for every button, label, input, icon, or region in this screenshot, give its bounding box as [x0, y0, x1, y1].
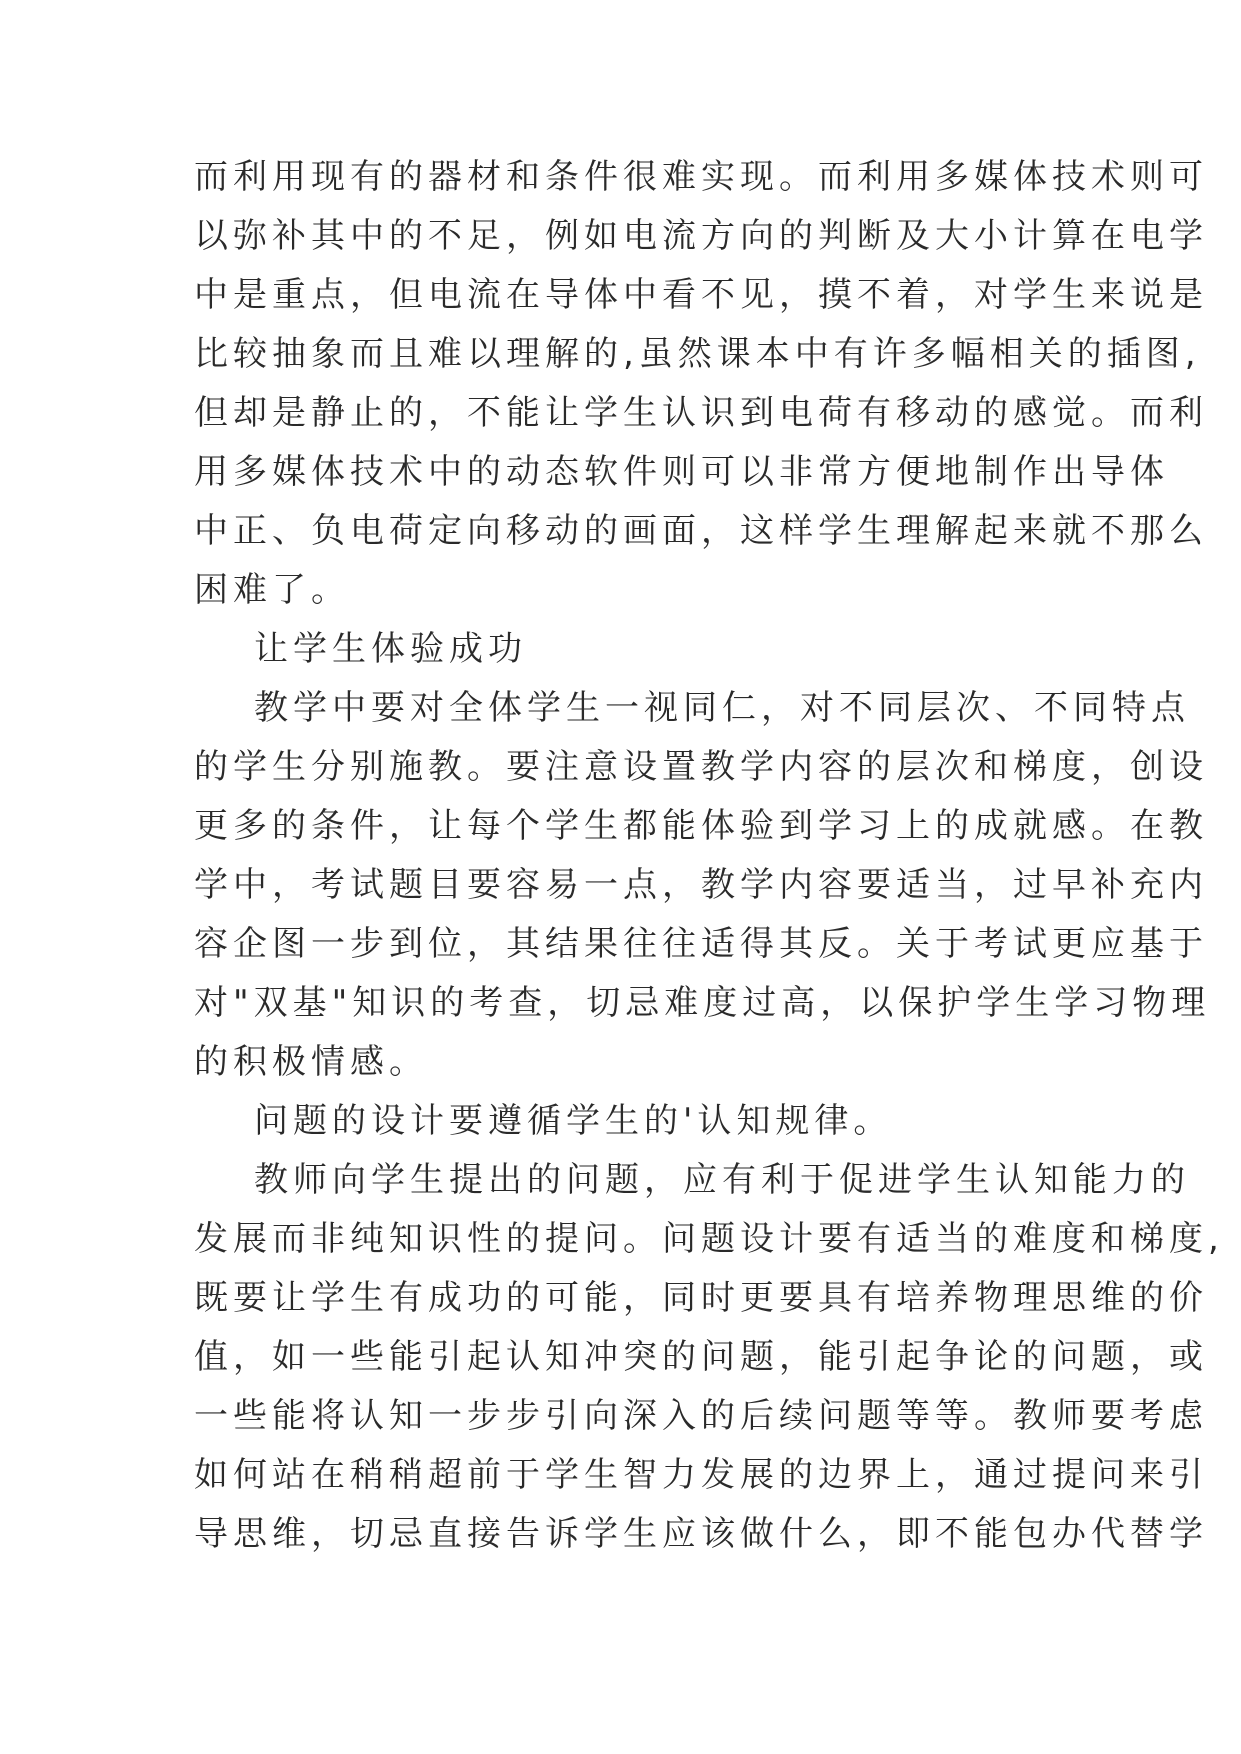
text-line: 的学生分别施教。要注意设置教学内容的层次和梯度，创设 — [194, 747, 1208, 787]
text-line: 容企图一步到位，其结果往往适得其反。关于考试更应基于 — [194, 924, 1208, 964]
text-line: 中是重点，但电流在导体中看不见，摸不着，对学生来说是 — [194, 275, 1208, 315]
text-line: 发展而非纯知识性的提问。问题设计要有适当的难度和梯度, — [194, 1219, 1224, 1259]
text-line: 对"双基"知识的考查，切忌难度过高，以保护学生学习物理 — [194, 983, 1211, 1023]
text-line: 而利用现有的器材和条件很难实现。而利用多媒体技术则可 — [194, 157, 1208, 197]
text-line: 的积极情感。 — [194, 1042, 428, 1082]
text-line: 值，如一些能引起认知冲突的问题，能引起争论的问题，或 — [194, 1337, 1208, 1377]
text-line: 一些能将认知一步步引向深入的后续问题等等。教师要考虑 — [194, 1396, 1208, 1436]
text-line: 教师向学生提出的问题，应有利于促进学生认知能力的 — [254, 1160, 1190, 1200]
text-line: 更多的条件，让每个学生都能体验到学习上的成就感。在教 — [194, 806, 1208, 846]
text-line: 学中，考试题目要容易一点，教学内容要适当，过早补充内 — [194, 865, 1208, 905]
text-line: 导思维，切忌直接告诉学生应该做什么，即不能包办代替学 — [194, 1514, 1208, 1554]
text-line: 既要让学生有成功的可能，同时更要具有培养物理思维的价 — [194, 1278, 1208, 1318]
body-text — [194, 148, 1224, 1564]
text-line: 用多媒体技术中的动态软件则可以非常方便地制作出导体 — [194, 452, 1169, 492]
text-line: 但却是静止的，不能让学生认识到电荷有移动的感觉。而利 — [194, 393, 1208, 433]
text-line: 比较抽象而且难以理解的,虽然课本中有许多幅相关的插图, — [194, 334, 1201, 374]
text-line: 如何站在稍稍超前于学生智力发展的边界上，通过提问来引 — [194, 1455, 1208, 1495]
section-heading: 让学生体验成功 — [254, 629, 527, 669]
text-line: 教学中要对全体学生一视同仁，对不同层次、不同特点 — [254, 688, 1190, 728]
text-line: 困难了。 — [194, 570, 350, 610]
text-line: 中正、负电荷定向移动的画面，这样学生理解起来就不那么 — [194, 511, 1208, 551]
section-heading: 问题的设计要遵循学生的'认知规律。 — [254, 1101, 893, 1141]
text-line: 以弥补其中的不足，例如电流方向的判断及大小计算在电学 — [194, 216, 1208, 256]
